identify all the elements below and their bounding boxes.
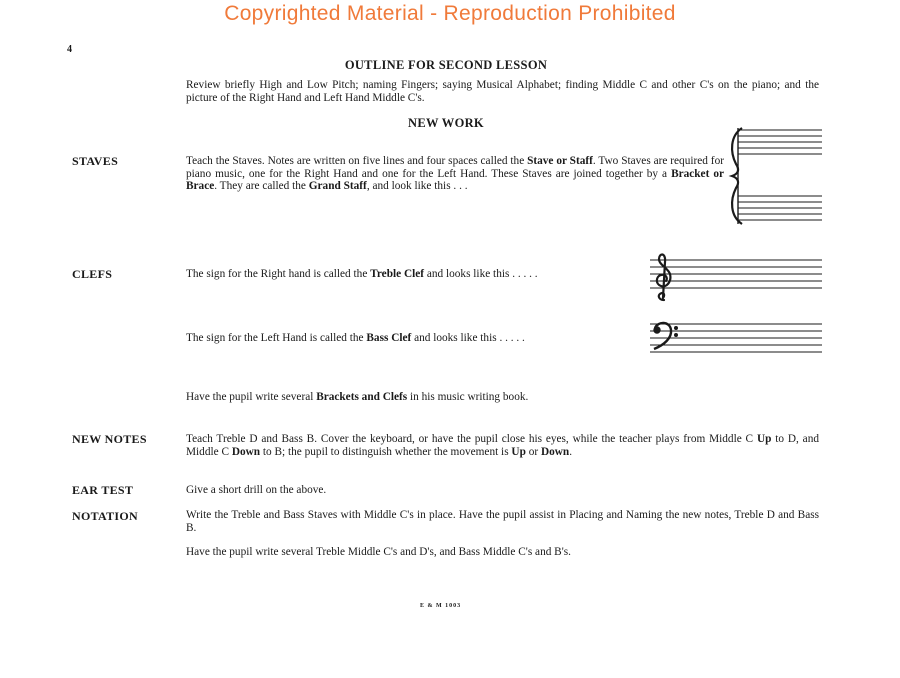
new-notes-paragraph: Teach Treble D and Bass B. Cover the keyboard, or have the pupil close his eyes, while the teacher plays from Middle C Up to D, and Middle C Down to B; the pupil to distinguish whether the movement is Up or Down. [186, 433, 819, 458]
treble-staff-illustration [650, 250, 824, 304]
notation-instruction: Have the pupil write several Treble Middle C's and D's, and Bass Middle C's and B's. [186, 546, 571, 558]
footer-code: E & M 1003 [420, 603, 462, 609]
copyright-watermark: Copyrighted Material - Reproduction Prohibited [224, 2, 676, 25]
staves-label: STAVES [72, 154, 119, 168]
lesson-title: OUTLINE FOR SECOND LESSON [344, 58, 548, 72]
brackets-clefs-instruction: Have the pupil write several Brackets and Clefs in his music writing book. [186, 391, 529, 403]
notation-paragraph: Write the Treble and Bass Staves with Middle C's in place. Have the pupil assist in Placing and Naming the new notes, Treble D and Bass B. [186, 509, 819, 534]
clefs-label: CLEFS [72, 267, 113, 281]
staves-paragraph: Teach the Staves. Notes are written on five lines and four spaces called the Stave or Staff. Two Staves are required for piano music, one for the Right Hand and one for the Left Hand. These Staves are joined together by a Bracket or Brace. They are called the Grand Staff, and look like this . . . [186, 155, 724, 192]
notation-label: NOTATION [72, 509, 138, 523]
new-notes-label: NEW NOTES [72, 432, 147, 446]
page-number: 4 [67, 44, 72, 55]
bass-clef-sentence: The sign for the Left Hand is called the Bass Clef and looks like this . . . . . [186, 332, 525, 344]
treble-clef-sentence: The sign for the Right hand is called the Treble Clef and looks like this . . . . . [186, 268, 538, 280]
grand-staff-illustration [728, 124, 824, 226]
bass-staff-illustration [650, 318, 824, 358]
ear-test-text: Give a short drill on the above. [186, 484, 327, 496]
ear-test-label: EAR TEST [72, 483, 134, 497]
treble-clef-icon [657, 254, 671, 300]
review-paragraph: Review briefly High and Low Pitch; naming Fingers; saying Musical Alphabet; finding Middle C and other C's on the piano; and the picture of the Right Hand and Left Hand Middle C's. [186, 79, 819, 104]
new-work-heading: NEW WORK [408, 116, 484, 130]
